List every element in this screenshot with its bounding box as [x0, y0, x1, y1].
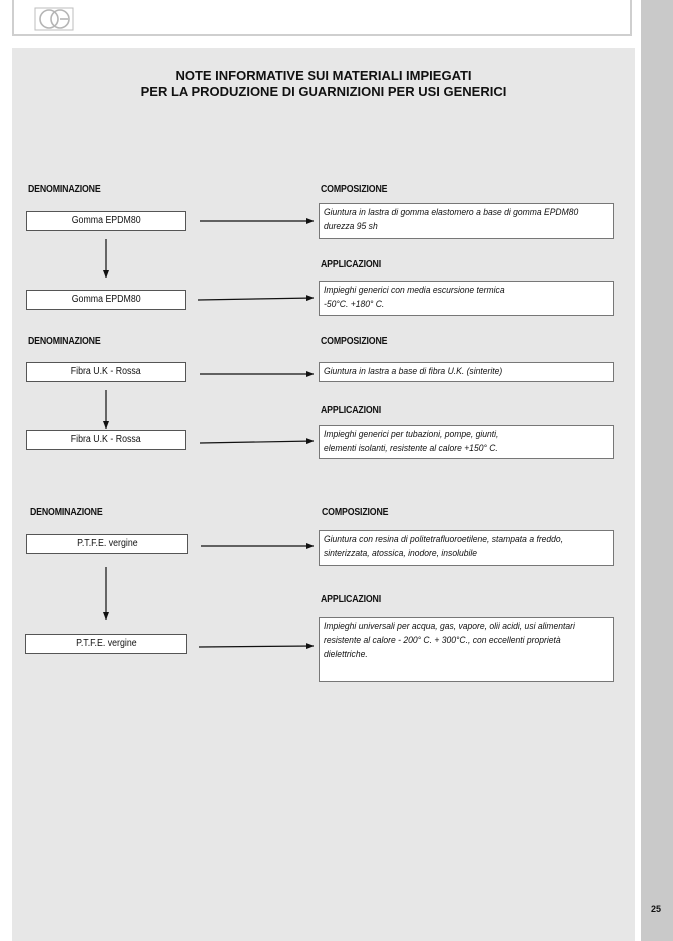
material-name: Gomma EPDM80 — [71, 215, 141, 226]
applicazioni-label: APPLICAZIONI — [321, 594, 381, 605]
arrow-right — [200, 441, 314, 443]
material-name: P.T.F.E. vergine — [75, 638, 137, 649]
page-title-line-1: NOTE INFORMATIVE SUI MATERIALI IMPIEGATI — [175, 68, 472, 83]
applicazioni-text: Impieghi generici con media escursione termica -50°C. +180° C. — [324, 285, 505, 310]
composizione-text: Giuntura in lastra di gomma elastomero a base di gomma EPDM80 durezza 95 sh — [324, 207, 579, 232]
material-name: Gomma EPDM80 — [71, 294, 141, 305]
denominazione-label: DENOMINAZIONE — [30, 507, 103, 518]
page-number: 25 — [651, 904, 662, 914]
composizione-label: COMPOSIZIONE — [321, 184, 388, 195]
denominazione-label: DENOMINAZIONE — [28, 336, 101, 347]
composizione-text: Giuntura in lastra a base di fibra U.K. (sinterite) — [324, 366, 503, 377]
composizione-label: COMPOSIZIONE — [321, 336, 388, 347]
page-title-line-2: PER LA PRODUZIONE DI GUARNIZIONI PER USI GENERICI — [140, 84, 507, 99]
applicazioni-label: APPLICAZIONI — [321, 259, 381, 270]
material-name: Fibra U.K - Rossa — [71, 366, 141, 377]
composizione-label: COMPOSIZIONE — [322, 507, 389, 518]
material-name: Fibra U.K - Rossa — [71, 434, 141, 445]
material-name: P.T.F.E. vergine — [76, 538, 138, 549]
arrow-right — [198, 298, 314, 300]
arrow-right — [199, 646, 314, 647]
denominazione-label: DENOMINAZIONE — [28, 184, 101, 195]
applicazioni-text: Impieghi universali per acqua, gas, vapore, olii acidi, usi alimentari resistente al calore - 200° C. + 300°C., con eccellenti proprietà dielettriche. — [324, 621, 575, 660]
applicazioni-text: Impieghi generici per tubazioni, pompe, giunti, elementi isolanti, resistente al calore +150° C. — [324, 429, 499, 454]
composizione-text: Giuntura con resina di politetrafluoroetilene, stampata a freddo, sinterizzata, atossica, inodore, insolubile — [324, 534, 564, 559]
applicazioni-label: APPLICAZIONI — [321, 405, 381, 416]
